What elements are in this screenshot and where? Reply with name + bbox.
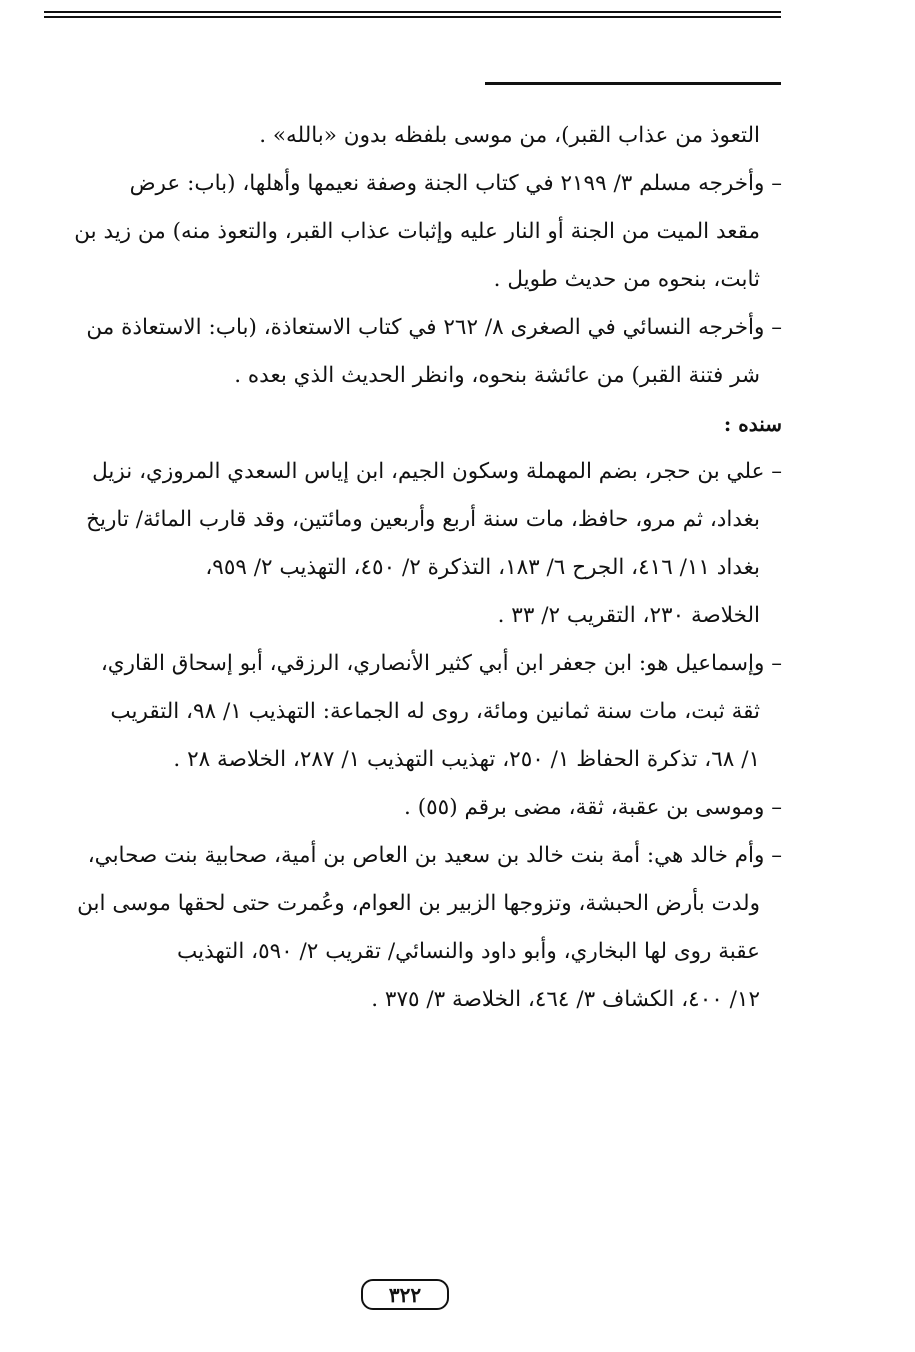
header-rule-bottom [44, 16, 781, 18]
text-line: التعوذ من عذاب القبر)، من موسى بلفظه بدون «بالله» . [259, 123, 760, 148]
page-body [46, 112, 782, 1024]
text-line: – وإسماعيل هو: ابن جعفر ابن أبي كثير الأنصاري، الرزقي، أبو إسحاق القاري، [100, 651, 782, 676]
text-line: شر فتنة القبر) من عائشة بنحوه، وانظر الحديث الذي بعده . [234, 363, 760, 388]
text-line: – علي بن حجر، بضم المهملة وسكون الجيم، ابن إياس السعدي المروزي، نزيل [92, 459, 782, 484]
narrator-2 [46, 784, 782, 832]
text-line: – وأم خالد هي: أمة بنت خالد بن سعيد بن العاص بن أمية، صحابية بنت صحابي، [87, 843, 782, 868]
text-line: ١/ ٦٨، تذكرة الحفاظ ١/ ٢٥٠، تهذيب التهذيب ١/ ٢٨٧، الخلاصة ٢٨ . [173, 747, 760, 772]
text-line: – وموسى بن عقبة، ثقة، مضى برقم (٥٥) . [404, 795, 782, 820]
narrator-1 [46, 640, 782, 784]
footnote-2 [46, 304, 782, 400]
text-line: – وأخرجه مسلم ٣/ ٢١٩٩ في كتاب الجنة وصفة نعيمها وأهلها، (باب: عرض [129, 171, 782, 196]
text-line: بغداد، ثم مرو، حافظ، مات سنة أربع وأربعين ومائتين، وقد قارب المائة/ تاريخ [86, 507, 760, 532]
text-line: ١٢/ ٤٠٠، الكشاف ٣/ ٤٦٤، الخلاصة ٣/ ٣٧٥ . [371, 987, 760, 1012]
narrator-3 [46, 832, 782, 1024]
text-line: بغداد ١١/ ٤١٦، الجرح ٦/ ١٨٣، التذكرة ٢/ ٤٥٠، التهذيب ٢/ ٩٥٩، [205, 555, 760, 580]
text-line: – وأخرجه النسائي في الصغرى ٨/ ٢٦٢ في كتاب الاستعاذة، (باب: الاستعاذة من [86, 315, 782, 340]
text-line: عقبة روى لها البخاري، وأبو داود والنسائي/ تقريب ٢/ ٥٩٠، التهذيب [176, 939, 760, 964]
text-line: ثقة ثبت، مات سنة ثمانين ومائة، روى له الجماعة: التهذيب ١/ ٩٨، التقريب [110, 699, 760, 724]
footnote-1 [46, 160, 782, 304]
text-line: مقعد الميت من الجنة أو النار عليه وإثبات عذاب القبر، والتعوذ منه) من زيد بن [74, 219, 760, 244]
footnote-0 [46, 112, 782, 160]
header-rule-top [44, 11, 781, 13]
narrator-0 [46, 448, 782, 640]
page-number: ٣٢٢ [361, 1279, 449, 1310]
text-line: الخلاصة ٢٣٠، التقريب ٢/ ٣٣ . [497, 603, 760, 628]
text-line: ثابت، بنحوه من حديث طويل . [493, 267, 760, 292]
section-heading: سنده : [723, 412, 782, 436]
footnote-separator [485, 82, 781, 85]
text-line: ولدت بأرض الحبشة، وتزوجها الزبير بن العوام، وعُمرت حتى لحقها موسى ابن [77, 891, 760, 916]
